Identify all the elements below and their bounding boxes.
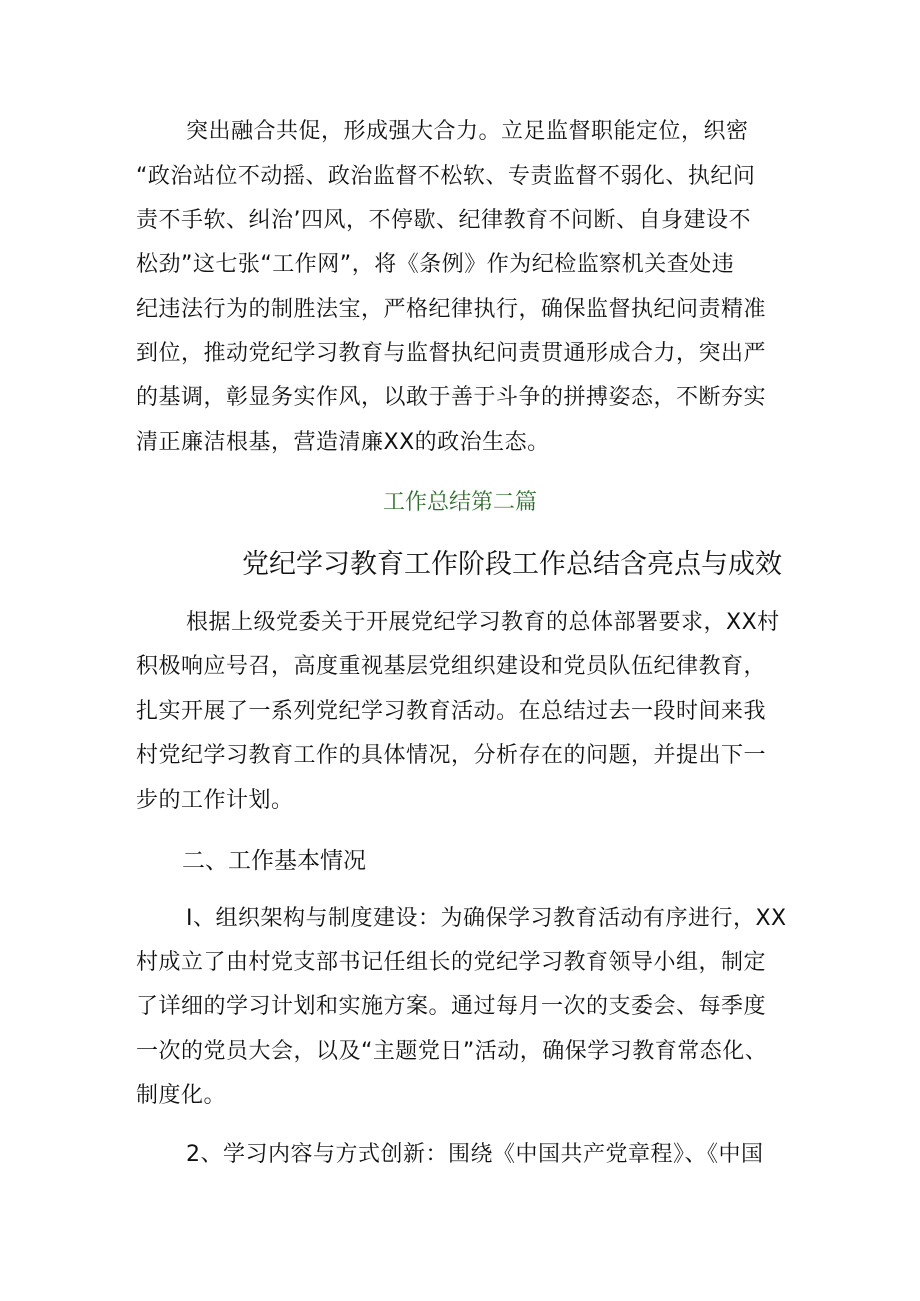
para1-line-8: 清正廉洁根基，营造清廉XX的政治生态。 [136,430,550,455]
para3-line-3: 了详细的学习计划和实施方案。通过每月一次的支委会、每季度 [136,994,767,1019]
para1-line-6: 到位，推动党纪学习教育与监督执纪问责贯通形成合力，突出严 [136,341,767,366]
para1-line-3: 责不手软、纠治’四风，不停歇、纪律教育不问断、自身建设不 [136,208,751,233]
para2-line-5: 步的工作计划。 [136,788,294,813]
para3-line-4: 一次的党员大会，以及“主题党日”活动，确保学习教育常态化、 [136,1039,768,1064]
para1-line-1: 突出融合共促，形成强大合力。立足监督职能定位，织密 [186,119,749,144]
para1-line-5: 纪违法行为的制胜法宝，严格纪律执行，确保监督执纪问责精准 [136,297,767,322]
para3-line-2: 村成立了由村党支部书记任组长的党纪学习教育领导小组，制定 [136,950,767,975]
para4-line-1: 2、学习内容与方式创新：围绕《中国共产党章程》、《中国 [186,1142,764,1167]
para3-line-1: I、组织架构与制度建设：为确保学习教育活动有序进行，XX [186,906,787,931]
para1-line-7: 的基调，彰显务实作风，以敢于善于斗争的拼搏姿态，不断夯实 [136,385,767,410]
section-label: 工作总结第二篇 [382,490,537,515]
document-title: 党纪学习教育工作阶段工作总结含亮点与成效 [242,549,782,580]
para2-line-4: 村党纪学习教育工作的具体情况，分析存在的问题，并提出下一 [136,743,767,768]
para2-line-2: 积极响应号召，高度重视基层党组织建设和党员队伍纪律教育， [136,654,767,679]
para2-line-3: 扎实开展了一系列党纪学习教育活动。在总结过去一段时间来我 [136,699,767,724]
para1-line-2: “政治站位不动摇、政治监督不松软、专责监督不弱化、执纪问 [136,164,756,189]
section-heading-basic-situation: 二、工作基本情况 [182,848,366,874]
para3-line-5: 制度化。 [136,1083,227,1108]
para1-line-4: 松劲”这七张“工作网”，将《条例》作为纪检监察机关查处违 [136,252,735,277]
para2-line-1: 根据上级党委关于开展党纪学习教育的总体部署要求，XX村 [186,610,780,635]
